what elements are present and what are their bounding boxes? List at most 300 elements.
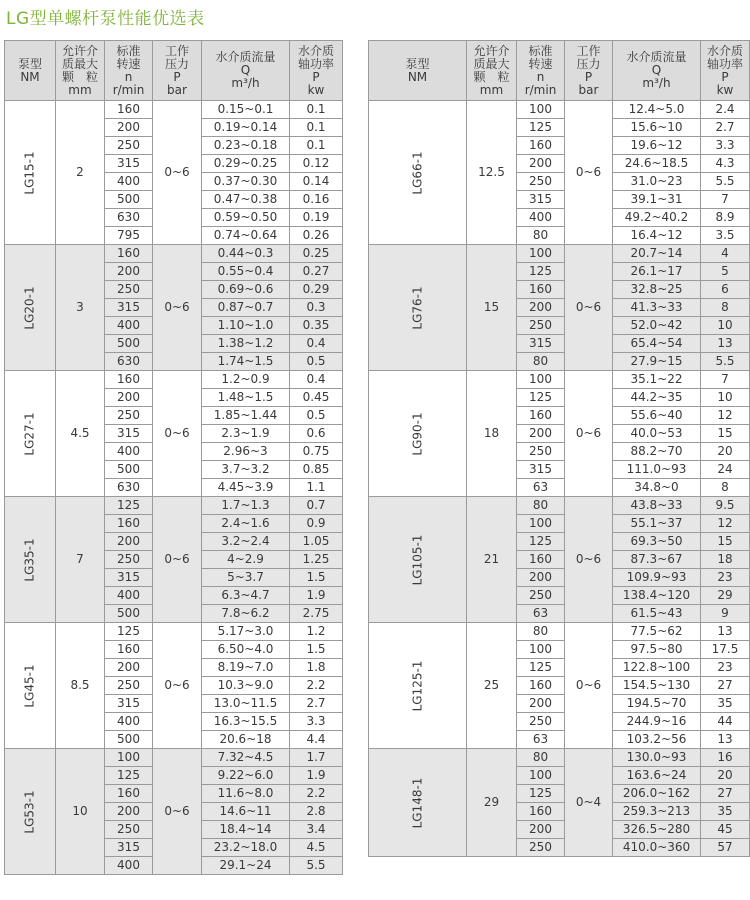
pressure-cell: 0~6 xyxy=(565,371,613,497)
flow-cell: 3.2~2.4 xyxy=(202,533,290,551)
flow-cell: 27.9~15 xyxy=(613,353,701,371)
power-cell: 0.4 xyxy=(290,335,343,353)
flow-cell: 20.7~14 xyxy=(613,245,701,263)
flow-cell: 1.2~0.9 xyxy=(202,371,290,389)
power-cell: 20 xyxy=(701,767,750,785)
flow-cell: 77.5~62 xyxy=(613,623,701,641)
power-cell: 3.4 xyxy=(290,821,343,839)
flow-cell: 3.7~3.2 xyxy=(202,461,290,479)
power-cell: 7 xyxy=(701,371,750,389)
power-cell: 1.9 xyxy=(290,767,343,785)
flow-cell: 0.47~0.38 xyxy=(202,191,290,209)
power-cell: 0.6 xyxy=(290,425,343,443)
speed-cell: 63 xyxy=(517,479,565,497)
speed-cell: 160 xyxy=(105,641,153,659)
table-row xyxy=(5,101,343,119)
table-row xyxy=(5,371,343,389)
performance-table-right xyxy=(368,40,750,857)
model-cell xyxy=(5,245,56,371)
flow-cell: 194.5~70 xyxy=(613,695,701,713)
speed-cell: 315 xyxy=(517,461,565,479)
flow-cell: 9.22~6.0 xyxy=(202,767,290,785)
speed-cell: 80 xyxy=(517,227,565,245)
flow-cell: 0.37~0.30 xyxy=(202,173,290,191)
power-cell: 3.5 xyxy=(701,227,750,245)
flow-cell: 0.23~0.18 xyxy=(202,137,290,155)
flow-cell: 1.7~1.3 xyxy=(202,497,290,515)
pressure-cell: 0~6 xyxy=(153,749,202,875)
speed-cell: 200 xyxy=(105,659,153,677)
power-cell: 18 xyxy=(701,551,750,569)
power-cell: 3.3 xyxy=(290,713,343,731)
particle-cell: 2 xyxy=(56,101,105,245)
header-line: m³/h xyxy=(642,76,671,90)
power-cell: 4.4 xyxy=(290,731,343,749)
header-line: m³/h xyxy=(231,76,260,90)
power-cell: 0.85 xyxy=(290,461,343,479)
flow-cell: 326.5~280 xyxy=(613,821,701,839)
power-cell: 13 xyxy=(701,731,750,749)
speed-cell: 160 xyxy=(517,803,565,821)
speed-cell: 160 xyxy=(105,785,153,803)
header-line: NM xyxy=(20,69,40,84)
particle-cell: 3 xyxy=(56,245,105,371)
table-row xyxy=(369,245,750,263)
power-cell: 0.1 xyxy=(290,137,343,155)
table-row xyxy=(369,371,750,389)
power-cell: 45 xyxy=(701,821,750,839)
header-line: 压力 xyxy=(164,56,189,71)
header-line: Q xyxy=(240,63,251,77)
power-cell: 4 xyxy=(701,245,750,263)
header-line: bar xyxy=(578,82,599,97)
header-line: r/min xyxy=(112,82,145,97)
header-line: 工作 xyxy=(164,43,189,58)
speed-cell: 200 xyxy=(105,533,153,551)
table-row xyxy=(369,497,750,515)
model-name: LG76-1 xyxy=(410,285,424,330)
flow-cell: 97.5~80 xyxy=(613,641,701,659)
header-line: 标准 xyxy=(528,43,553,58)
header-line: mm xyxy=(479,82,504,97)
particle-cell: 4.5 xyxy=(56,371,105,497)
page-title: LG型单螺杆泵性能优选表 xyxy=(6,9,205,29)
header-pressure xyxy=(153,41,202,101)
particle-cell: 18 xyxy=(467,371,517,497)
speed-cell: 200 xyxy=(517,569,565,587)
pressure-cell: 0~6 xyxy=(565,623,613,749)
power-cell: 0.35 xyxy=(290,317,343,335)
header-water-flow xyxy=(613,41,701,101)
power-cell: 3.3 xyxy=(701,137,750,155)
speed-cell: 400 xyxy=(105,443,153,461)
model-cell xyxy=(369,371,467,497)
power-cell: 9 xyxy=(701,605,750,623)
speed-cell: 160 xyxy=(517,677,565,695)
flow-cell: 8.19~7.0 xyxy=(202,659,290,677)
model-name: LG27-1 xyxy=(22,411,37,456)
flow-cell: 1.38~1.2 xyxy=(202,335,290,353)
flow-cell: 0.29~0.25 xyxy=(202,155,290,173)
flow-cell: 6.3~4.7 xyxy=(202,587,290,605)
speed-cell: 250 xyxy=(105,137,153,155)
speed-cell: 200 xyxy=(517,425,565,443)
speed-cell: 500 xyxy=(105,731,153,749)
flow-cell: 0.74~0.64 xyxy=(202,227,290,245)
pressure-cell: 0~6 xyxy=(565,101,613,245)
power-cell: 0.25 xyxy=(290,245,343,263)
model-cell xyxy=(369,245,467,371)
speed-cell: 400 xyxy=(105,173,153,191)
power-cell: 0.19 xyxy=(290,209,343,227)
power-cell: 0.5 xyxy=(290,407,343,425)
flow-cell: 44.2~35 xyxy=(613,389,701,407)
power-cell: 0.7 xyxy=(290,497,343,515)
flow-cell: 1.48~1.5 xyxy=(202,389,290,407)
header-shaft-power xyxy=(290,41,343,101)
flow-cell: 1.10~1.0 xyxy=(202,317,290,335)
header-max-particle xyxy=(56,41,105,101)
pressure-cell: 0~6 xyxy=(565,245,613,371)
power-cell: 0.3 xyxy=(290,299,343,317)
power-cell: 15 xyxy=(701,533,750,551)
speed-cell: 100 xyxy=(105,749,153,767)
power-cell: 0.12 xyxy=(290,155,343,173)
speed-cell: 80 xyxy=(517,623,565,641)
speed-cell: 125 xyxy=(517,119,565,137)
power-cell: 0.4 xyxy=(290,371,343,389)
flow-cell: 19.6~12 xyxy=(613,137,701,155)
header-line: P xyxy=(721,69,729,84)
speed-cell: 400 xyxy=(105,587,153,605)
model-cell xyxy=(369,749,467,857)
header-line: n xyxy=(124,69,133,84)
header-line: 泵型 xyxy=(405,56,430,71)
power-cell: 0.16 xyxy=(290,191,343,209)
flow-cell: 11.6~8.0 xyxy=(202,785,290,803)
particle-cell: 8.5 xyxy=(56,623,105,749)
power-cell: 12 xyxy=(701,515,750,533)
power-cell: 1.7 xyxy=(290,749,343,767)
speed-cell: 125 xyxy=(517,263,565,281)
flow-cell: 87.3~67 xyxy=(613,551,701,569)
header-line: n xyxy=(536,69,545,84)
power-cell: 0.75 xyxy=(290,443,343,461)
flow-cell: 103.2~56 xyxy=(613,731,701,749)
speed-cell: 160 xyxy=(105,515,153,533)
speed-cell: 400 xyxy=(105,857,153,875)
flow-cell: 0.55~0.4 xyxy=(202,263,290,281)
flow-cell: 0.69~0.6 xyxy=(202,281,290,299)
header-line: 质最大 xyxy=(61,56,98,71)
speed-cell: 200 xyxy=(105,263,153,281)
header-line: NM xyxy=(407,69,428,84)
power-cell: 4.3 xyxy=(701,155,750,173)
header-pressure xyxy=(565,41,613,101)
pressure-cell: 0~6 xyxy=(153,101,202,245)
speed-cell: 160 xyxy=(105,245,153,263)
flow-cell: 35.1~22 xyxy=(613,371,701,389)
power-cell: 5.5 xyxy=(701,353,750,371)
flow-cell: 26.1~17 xyxy=(613,263,701,281)
flow-cell: 10.3~9.0 xyxy=(202,677,290,695)
speed-cell: 315 xyxy=(517,191,565,209)
flow-cell: 154.5~130 xyxy=(613,677,701,695)
model-cell xyxy=(369,497,467,623)
flow-cell: 163.6~24 xyxy=(613,767,701,785)
flow-cell: 49.2~40.2 xyxy=(613,209,701,227)
flow-cell: 410.0~360 xyxy=(613,839,701,857)
power-cell: 8.9 xyxy=(701,209,750,227)
particle-cell: 7 xyxy=(56,497,105,623)
speed-cell: 125 xyxy=(517,533,565,551)
flow-cell: 111.0~93 xyxy=(613,461,701,479)
header-line: 转速 xyxy=(528,56,553,71)
flow-cell: 12.4~5.0 xyxy=(613,101,701,119)
power-cell: 9.5 xyxy=(701,497,750,515)
model-cell xyxy=(5,749,56,875)
flow-cell: 259.3~213 xyxy=(613,803,701,821)
header-speed xyxy=(105,41,153,101)
header-pump-type xyxy=(5,41,56,101)
power-cell: 2.7 xyxy=(701,119,750,137)
speed-cell: 63 xyxy=(517,605,565,623)
power-cell: 16 xyxy=(701,749,750,767)
power-cell: 0.5 xyxy=(290,353,343,371)
flow-cell: 32.8~25 xyxy=(613,281,701,299)
flow-cell: 244.9~16 xyxy=(613,713,701,731)
flow-cell: 6.50~4.0 xyxy=(202,641,290,659)
header-line: bar xyxy=(167,82,187,97)
flow-cell: 41.3~33 xyxy=(613,299,701,317)
model-name: LG20-1 xyxy=(22,285,37,330)
power-cell: 57 xyxy=(701,839,750,857)
speed-cell: 160 xyxy=(517,137,565,155)
power-cell: 27 xyxy=(701,785,750,803)
flow-cell: 40.0~53 xyxy=(613,425,701,443)
power-cell: 24 xyxy=(701,461,750,479)
power-cell: 2.4 xyxy=(701,101,750,119)
table-row xyxy=(369,623,750,641)
pressure-cell: 0~4 xyxy=(565,749,613,857)
header-water-flow xyxy=(202,41,290,101)
power-cell: 23 xyxy=(701,659,750,677)
speed-cell: 100 xyxy=(517,515,565,533)
header-line: P xyxy=(312,69,320,84)
header-line: 水介质流量 xyxy=(215,50,276,64)
speed-cell: 250 xyxy=(105,281,153,299)
flow-cell: 122.8~100 xyxy=(613,659,701,677)
header-line: Q xyxy=(651,63,662,77)
speed-cell: 125 xyxy=(517,659,565,677)
header-line: kw xyxy=(307,82,325,97)
power-cell: 1.8 xyxy=(290,659,343,677)
power-cell: 4.5 xyxy=(290,839,343,857)
flow-cell: 20.6~18 xyxy=(202,731,290,749)
model-name: LG105-1 xyxy=(410,534,424,585)
power-cell: 0.26 xyxy=(290,227,343,245)
speed-cell: 315 xyxy=(105,425,153,443)
speed-cell: 125 xyxy=(105,767,153,785)
flow-cell: 1.85~1.44 xyxy=(202,407,290,425)
table-row xyxy=(5,749,343,767)
speed-cell: 200 xyxy=(105,119,153,137)
header-line: 轴功率 xyxy=(706,56,743,71)
flow-cell: 4~2.9 xyxy=(202,551,290,569)
speed-cell: 200 xyxy=(517,299,565,317)
power-cell: 0.45 xyxy=(290,389,343,407)
flow-cell: 61.5~43 xyxy=(613,605,701,623)
speed-cell: 400 xyxy=(105,713,153,731)
speed-cell: 125 xyxy=(105,497,153,515)
flow-cell: 7.32~4.5 xyxy=(202,749,290,767)
pressure-cell: 0~6 xyxy=(153,371,202,497)
speed-cell: 250 xyxy=(105,551,153,569)
model-name: LG35-1 xyxy=(22,537,37,582)
header-line: P xyxy=(173,69,181,84)
speed-cell: 400 xyxy=(517,209,565,227)
power-cell: 0.14 xyxy=(290,173,343,191)
speed-cell: 315 xyxy=(105,569,153,587)
speed-cell: 80 xyxy=(517,497,565,515)
power-cell: 6 xyxy=(701,281,750,299)
speed-cell: 125 xyxy=(517,389,565,407)
header-line: 颗 粒 xyxy=(473,69,510,84)
header-line: 标准 xyxy=(116,43,141,58)
flow-cell: 16.3~15.5 xyxy=(202,713,290,731)
speed-cell: 250 xyxy=(517,317,565,335)
flow-cell: 0.44~0.3 xyxy=(202,245,290,263)
model-name: LG45-1 xyxy=(22,663,37,708)
table-row xyxy=(369,749,750,767)
speed-cell: 630 xyxy=(105,479,153,497)
speed-cell: 500 xyxy=(105,191,153,209)
flow-cell: 39.1~31 xyxy=(613,191,701,209)
header-line: r/min xyxy=(524,82,557,97)
pressure-cell: 0~6 xyxy=(565,497,613,623)
model-cell xyxy=(369,623,467,749)
power-cell: 23 xyxy=(701,569,750,587)
flow-cell: 34.8~0 xyxy=(613,479,701,497)
model-cell xyxy=(5,371,56,497)
speed-cell: 250 xyxy=(105,407,153,425)
power-cell: 2.8 xyxy=(290,803,343,821)
power-cell: 35 xyxy=(701,695,750,713)
flow-cell: 138.4~120 xyxy=(613,587,701,605)
power-cell: 1.2 xyxy=(290,623,343,641)
speed-cell: 315 xyxy=(105,839,153,857)
header-line: 水介质 xyxy=(297,43,334,58)
speed-cell: 160 xyxy=(517,551,565,569)
power-cell: 29 xyxy=(701,587,750,605)
table-row xyxy=(5,623,343,641)
header-speed xyxy=(517,41,565,101)
power-cell: 0.1 xyxy=(290,101,343,119)
power-cell: 13 xyxy=(701,335,750,353)
pressure-cell: 0~6 xyxy=(153,497,202,623)
table-row xyxy=(5,245,343,263)
flow-cell: 206.0~162 xyxy=(613,785,701,803)
header-line: 压力 xyxy=(576,56,601,71)
flow-cell: 2.3~1.9 xyxy=(202,425,290,443)
model-cell xyxy=(5,101,56,245)
flow-cell: 0.59~0.50 xyxy=(202,209,290,227)
flow-cell: 18.4~14 xyxy=(202,821,290,839)
speed-cell: 125 xyxy=(517,785,565,803)
model-cell xyxy=(369,101,467,245)
speed-cell: 160 xyxy=(517,281,565,299)
performance-table-left xyxy=(4,40,343,875)
header-line: 颗 粒 xyxy=(61,69,98,84)
header-line: 允许介 xyxy=(61,43,98,58)
speed-cell: 100 xyxy=(517,641,565,659)
table-header-row xyxy=(369,41,750,101)
table-row xyxy=(5,497,343,515)
speed-cell: 100 xyxy=(517,245,565,263)
flow-cell: 2.96~3 xyxy=(202,443,290,461)
power-cell: 8 xyxy=(701,479,750,497)
speed-cell: 100 xyxy=(517,101,565,119)
particle-cell: 25 xyxy=(467,623,517,749)
model-cell xyxy=(5,623,56,749)
power-cell: 2.2 xyxy=(290,677,343,695)
flow-cell: 16.4~12 xyxy=(613,227,701,245)
speed-cell: 500 xyxy=(105,461,153,479)
power-cell: 2.2 xyxy=(290,785,343,803)
flow-cell: 29.1~24 xyxy=(202,857,290,875)
flow-cell: 7.8~6.2 xyxy=(202,605,290,623)
power-cell: 1.25 xyxy=(290,551,343,569)
flow-cell: 43.8~33 xyxy=(613,497,701,515)
model-name: LG53-1 xyxy=(22,789,37,834)
speed-cell: 250 xyxy=(517,587,565,605)
header-line: P xyxy=(584,69,593,84)
header-line: 质最大 xyxy=(473,56,510,71)
model-cell xyxy=(5,497,56,623)
power-cell: 20 xyxy=(701,443,750,461)
speed-cell: 250 xyxy=(105,677,153,695)
pressure-cell: 0~6 xyxy=(153,623,202,749)
flow-cell: 0.15~0.1 xyxy=(202,101,290,119)
flow-cell: 13.0~11.5 xyxy=(202,695,290,713)
power-cell: 1.5 xyxy=(290,569,343,587)
particle-cell: 15 xyxy=(467,245,517,371)
model-name: LG148-1 xyxy=(410,777,424,828)
flow-cell: 5~3.7 xyxy=(202,569,290,587)
power-cell: 10 xyxy=(701,389,750,407)
flow-cell: 109.9~93 xyxy=(613,569,701,587)
header-line: 工作 xyxy=(576,43,601,58)
header-pump-type xyxy=(369,41,467,101)
speed-cell: 200 xyxy=(517,695,565,713)
flow-cell: 65.4~54 xyxy=(613,335,701,353)
table-header-row xyxy=(5,41,343,101)
speed-cell: 100 xyxy=(517,371,565,389)
speed-cell: 250 xyxy=(517,839,565,857)
power-cell: 5.5 xyxy=(290,857,343,875)
model-name: LG15-1 xyxy=(22,150,37,195)
power-cell: 10 xyxy=(701,317,750,335)
particle-cell: 12.5 xyxy=(467,101,517,245)
speed-cell: 500 xyxy=(105,335,153,353)
speed-cell: 250 xyxy=(517,173,565,191)
flow-cell: 55.1~37 xyxy=(613,515,701,533)
speed-cell: 200 xyxy=(517,155,565,173)
pressure-cell: 0~6 xyxy=(153,245,202,371)
flow-cell: 1.74~1.5 xyxy=(202,353,290,371)
power-cell: 1.5 xyxy=(290,641,343,659)
power-cell: 27 xyxy=(701,677,750,695)
